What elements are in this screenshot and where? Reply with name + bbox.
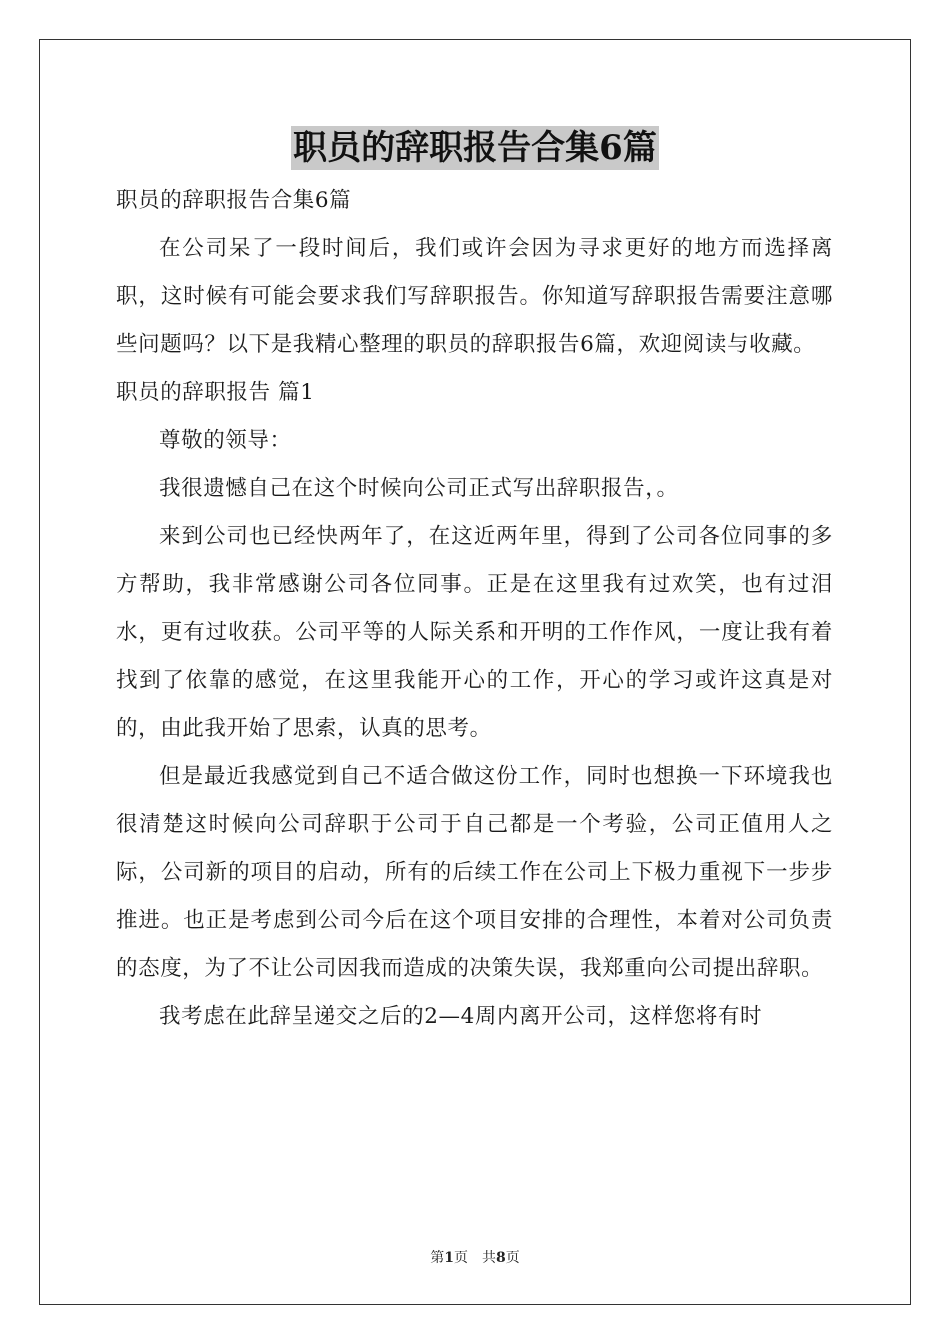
paragraph-salutation: 尊敬的领导：: [159, 428, 292, 453]
paragraph-body: 来到公司也已经快两年了，在这近两年里，得到了公司各位同事的多方帮助，我非常感谢公司各位同事。正是在这里我有过欢笑，也有过泪水，更有过收获。公司平等的人际关系和开明的工作作风，一度让我有着找到了依靠的感觉，在这里我能开心的工作，开心的学习或许这真是对的，由此我开始了思索，认真的思考。: [116, 524, 833, 741]
page-footer: [0, 1247, 950, 1267]
paragraph-body: 但是最近我感觉到自己不适合做这份工作，同时也想换一下环境我也很清楚这时候向公司辞职于公司于自己都是一个考验，公司正值用人之际，公司新的项目的启动，所有的后续工作在公司上下极力重视下一步步推进。也正是考虑到公司今后在这个项目安排的合理性，本着对公司负责的态度，为了不让公司因我而造成的决策失误，我郑重向公司提出辞职。: [116, 764, 833, 981]
total-pages: 8: [496, 1250, 506, 1266]
paragraph-body: 我很遗憾自己在这个时候向公司正式写出辞职报告，。: [159, 476, 679, 501]
page-suffix: 页: [454, 1250, 468, 1266]
section-heading-1: 职员的辞职报告 篇1: [116, 380, 315, 405]
document-body: [116, 177, 833, 1041]
paragraph-subtitle: 职员的辞职报告合集6篇: [116, 188, 352, 213]
total-prefix: 共: [482, 1250, 496, 1266]
document-title-text: 职员的辞职报告合集6篇: [293, 128, 657, 168]
page-number: 1: [444, 1250, 454, 1266]
document-title: [0, 126, 950, 170]
page-prefix: 第: [430, 1250, 445, 1266]
paragraph-body: 我考虑在此辞呈递交之后的2—4周内离开公司，这样您将有时: [159, 1004, 763, 1029]
paragraph-intro: 在公司呆了一段时间后，我们或许会因为寻求更好的地方而选择离职，这时候有可能会要求我们写辞职报告。你知道写辞职报告需要注意哪些问题吗？以下是我精心整理的职员的辞职报告6篇，欢迎阅读与收藏。: [116, 236, 833, 357]
total-suffix: 页: [505, 1250, 520, 1266]
